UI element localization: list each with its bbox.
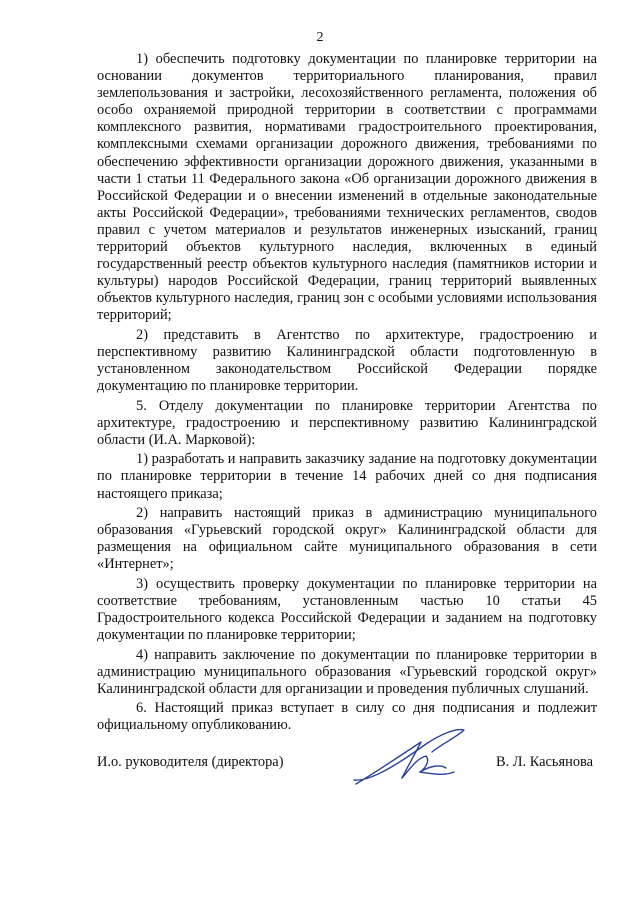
paragraph: 5. Отделу документации по планировке территории Агентства по архитектуре, градостроению и перспективному развитию Калининградской области (И.А. Марковой): — [97, 397, 597, 448]
paragraph: 2) направить настоящий приказ в администрацию муниципального образования «Гурьевский городской округ» Калининградской области для размещения на официальном сайте муниципального образования в сети «Интернет»; — [97, 505, 597, 573]
page-number: 2 — [316, 30, 324, 45]
document-body — [97, 51, 597, 734]
signatory-name: В. Л. Касьянова — [496, 754, 594, 770]
paragraph: 1) разработать и направить заказчику задание на подготовку документации по планировке территории в течение 14 рабочих дней со дня подписания настоящего приказа; — [97, 451, 597, 502]
handwritten-signature — [346, 722, 476, 792]
paragraph: 2) представить в Агентство по архитектуре, градостроению и перспективному развитию Калининградской области подготовленную в установленном законодательством Российской Федерации порядке документацию по планировке территории. — [97, 326, 597, 395]
paragraph: 1) обеспечить подготовку документации по планировке территории на основании документов территориального планирования, правил землепользования и застройки, лесохозяйственного регламента, положения об особо охраняемой природной территории в соответствии с программами комплексного развития, нормативами градостроительного проектирования, комплексными схемами организации дорожного движения, требованиями по обеспечению эффективности организации дорожного движения, указанными в части 1 статьи 11 Федерального закона «Об организации дорожного движения в Российской Федерации и о внесении изменений в отдельные законодательные акты Российской Федерации», требованиями технических регламентов, сводов правил с учетом материалов и результатов инженерных изысканий, границ территорий объектов культурного наследия, включенных в единый государственный реестр объектов культурного наследия (памятников истории и культуры) народов Российской Федерации, границ территорий выявленных объектов культурного наследия, границ зон с особыми условиями использования территорий; — [97, 51, 597, 324]
signatory-title: И.о. руководителя (директора) — [97, 754, 284, 770]
paragraph: 4) направить заключение по документации по планировке территории в администрацию муниципального образования «Гурьевский городской округ» Калининградской области для организации и проведения публичных слушаний. — [97, 646, 597, 697]
paragraph: 3) осуществить проверку документации по планировке территории на соответствие требованиям, установленным частью 10 статьи 45 Градостроительного кодекса Российской Федерации и заданием на подготовку документации по планировке территории; — [97, 575, 597, 644]
paragraph: 6. Настоящий приказ вступает в силу со дня подписания и подлежит официальному опубликованию. — [97, 700, 597, 734]
